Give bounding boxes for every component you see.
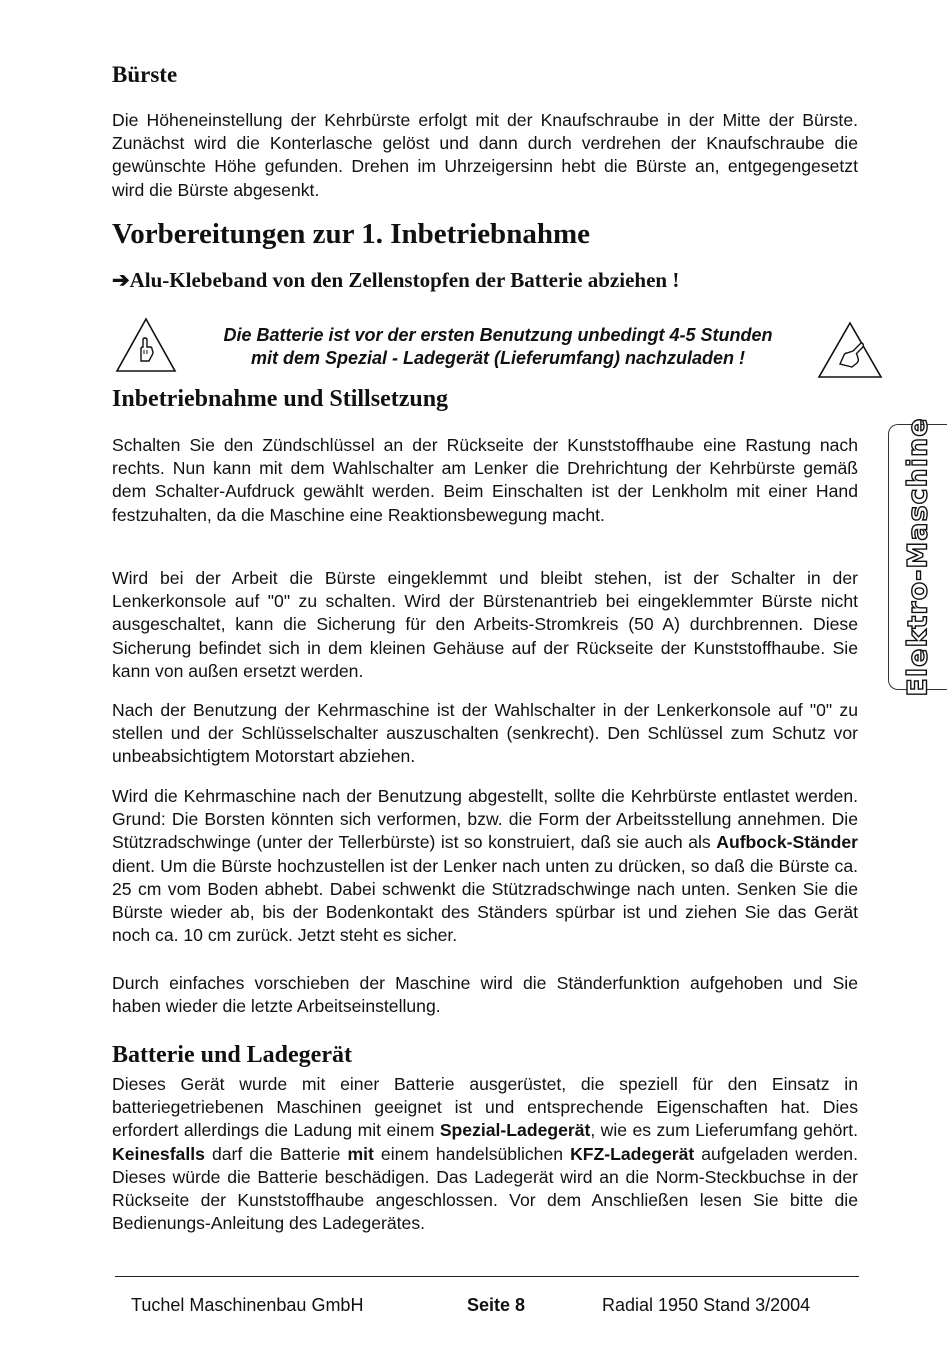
paragraph-inbetriebnahme-5: Durch einfaches vorschieben der Maschine wird die Ständerfunktion aufgehoben und Sie haben wieder die letzte Arbeitseinstellung. xyxy=(112,973,858,1017)
batterie-text-2: , wie es zum Lieferumfang gehört. xyxy=(590,1120,859,1141)
footer-model: Radial 1950 Stand 3/2004 xyxy=(602,1295,811,1315)
paragraph-inbetriebnahme-3: Nach der Benutzung der Kehrmaschine ist der Wahlschalter in der Lenkerkonsole auf "0" zu stellen und der Schlüsselschalter auszuschalten (senkrecht). Den Schlüssel zum Schutz vor unbeabsichtigtem Motorstart abziehen. xyxy=(112,700,858,767)
heading-buerste: Bürste xyxy=(112,62,178,87)
footer-page-number: Seite 8 xyxy=(467,1295,526,1315)
batterie-bold-spezial: Spezial-Ladegerät xyxy=(439,1120,591,1141)
p4-text-before: Wird die Kehrmaschine nach der Benutzung abgestellt, sollte die Kehrbürste entlastet werden. Grund: Die Borsten könnten sich verformen, bzw. die Form der Arbeitsstellung annehmen. Die Stützradschwinge (unter der Tellerbürste) ist so konstruiert, daß sie auch als xyxy=(112,786,858,853)
warning-box xyxy=(112,318,882,378)
warning-text xyxy=(168,324,828,370)
footer-divider xyxy=(115,1276,859,1277)
p4-bold-aufbock: Aufbock-Ständer xyxy=(716,832,858,853)
side-tab xyxy=(888,417,947,697)
p4-text-after: dient. Um die Bürste hochzustellen ist der Lenker nach unten zu drücken, so daß die Bürste ca. 25 cm vom Boden abhebt. Dabei schwenkt die Stützradschwinge nach unten. Senken Sie die Bürste wieder ab, bis der Bodenkontakt des Ständers spürbar ist und ziehen Sie das Gerät noch ca. 10 cm zurück. Jetzt steht es sicher. xyxy=(112,855,858,946)
footer-company: Tuchel Maschinenbau GmbH xyxy=(131,1295,364,1315)
side-tab-label: Elektro-Maschine xyxy=(902,417,934,697)
heading-vorbereitungen: Vorbereitungen zur 1. Inbetriebnahme xyxy=(112,218,590,250)
paragraph-inbetriebnahme-1: Schalten Sie den Zündschlüssel an der Rückseite der Kunststoffhaube eine Rastung nach rechts. Nun kann mit dem Wahlschalter am Lenker die Drehrichtung der Kehrbürste gemäß dem Schalter-Aufdruck gewählt werden. Beim Einschalten ist der Lenkholm mit einer Hand festzuhalten, da die Maschine eine Reaktionsbewegung macht. xyxy=(112,435,858,525)
batterie-bold-mit: mit xyxy=(347,1143,374,1164)
warning-line-2: mit dem Spezial - Ladegerät (Lieferumfang) nachzuladen ! xyxy=(250,348,746,368)
instruction-line xyxy=(112,268,858,293)
arrow-right-icon: ➔ xyxy=(112,268,130,292)
paragraph-inbetriebnahme-4 xyxy=(112,785,858,947)
heading-inbetriebnahme: Inbetriebnahme und Stillsetzung xyxy=(112,386,449,412)
warning-line-1: Die Batterie ist vor der ersten Benutzung unbedingt 4-5 Stunden xyxy=(223,325,773,345)
paragraph-buerste: Die Höheneinstellung der Kehrbürste erfolgt mit der Knaufschraube in der Mitte der Bürste. Zunächst wird die Konterlasche gelöst und dann durch verdrehen der Knaufschraube die gewünschte Höhe gefunden. Drehen im Uhrzeigersinn hebt die Bürste an, entgegengesetzt wird die Bürste abgesenkt. xyxy=(112,110,858,200)
warning-triangle-hand-icon xyxy=(816,320,884,380)
paragraph-batterie xyxy=(112,1073,858,1235)
batterie-text-3: darf die Batterie xyxy=(204,1143,348,1164)
paragraph-inbetriebnahme-2: Wird bei der Arbeit die Bürste eingeklemmt und bleibt stehen, ist der Schalter in der Lenkerkonsole auf "0" zu schalten. Wird der Bürstenantrieb bei eingeklemmter Bürste nicht ausgeschaltet, kann die Sicherung für den Arbeits-Stromkreis (50 A) durchbrennen. Diese Sicherung befindet sich in dem kleinen Gehäuse auf der Rückseite der Kunststoffhaube. Sie kann von außen ersetzt werden. xyxy=(112,568,858,681)
batterie-text-1: Dieses Gerät wurde mit einer Batterie ausgerüstet, die speziell für den Einsatz in batteriegetriebenen Maschinen geeignet ist und entsprechende Eigenschaften hat. Dies erfordert allerdings die Ladung mit einem xyxy=(112,1074,858,1141)
batterie-bold-keinesfalls: Keinesfalls xyxy=(112,1143,205,1164)
heading-batterie: Batterie und Ladegerät xyxy=(112,1042,352,1068)
batterie-text-4: einem handelsüblichen xyxy=(373,1143,571,1164)
batterie-text-5: aufgeladen werden. Dieses würde die Batterie beschädigen. Das Ladegerät wird an die Norm-Steckbuchse in der Rückseite der Kunststoffhaube angeschlossen. Vor dem Anschließen lesen Sie bitte die Bedienungs-Anleitung des Ladegerätes. xyxy=(112,1143,858,1234)
batterie-bold-kfz: KFZ-Ladegerät xyxy=(570,1143,695,1164)
instruction-text: Alu-Klebeband von den Zellenstopfen der Batterie abziehen ! xyxy=(129,268,680,292)
